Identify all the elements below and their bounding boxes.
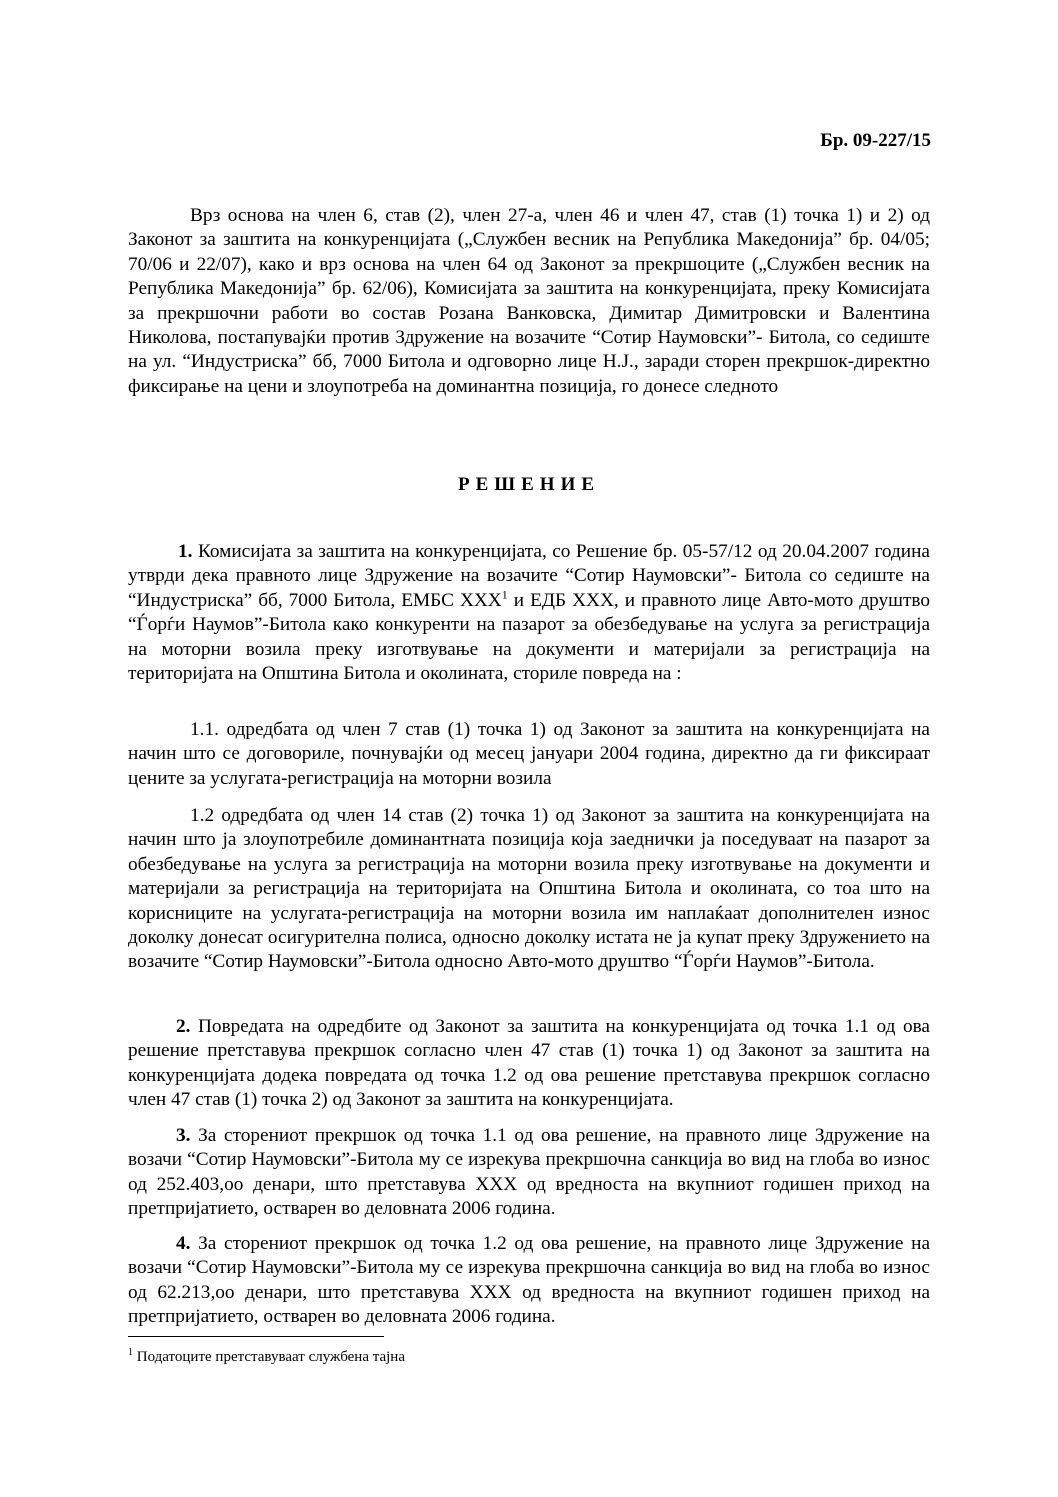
item-3-text: За сторениот прекршок од точка 1.1 од ова решение, на правното лице Здружение на возачи “Сотир Наумовски”-Битола му се изрекува прекршочна санкција во вид на глоба во износ од 252.403,оо денари, што претставува XXX од вредноста на вкупниот годишен приход на претпријатието, остварен во деловната 2006 година. xyxy=(128,1125,930,1220)
item-4-text: За сторениот прекршок од точка 1.2 од ова решение, на правното лице Здружение на возачи “Сотир Наумовски”-Битола му се изрекува прекршочна санкција во вид на глоба во износ од 62.213,оо денари, што претставува XXX од вредноста на вкупниот годишен приход на претпријатието, остварен во деловната 2006 година. xyxy=(128,1233,930,1328)
item-2-text: Повредата на одредбите од Законот за заштита на конкуренцијата од точка 1.1 од ова решение претставува прекршок согласно член 47 став (1) точка 1) од Законот за заштита на конкуренцијата додека повредата од точка 1.2 од ова решение претставува прекршок согласно член 47 став (1) точка 2) од Законот за заштита на конкуренцијата. xyxy=(128,1016,930,1111)
item-3-number: 3. xyxy=(176,1125,191,1146)
item-4-number: 4. xyxy=(176,1233,191,1254)
item-2-number: 2. xyxy=(176,1016,191,1037)
item-1-number: 1. xyxy=(178,541,193,562)
footnote xyxy=(128,1348,405,1366)
item-1-1-paragraph: 1.1. одредбата од член 7 став (1) точка 1) од Законот за заштита на конкуренцијата на начин што се договориле, почнувајќи од месец јануари 2004 година, директно да ги фиксираат цените за услугата-регистрација на моторни возила xyxy=(128,719,930,789)
item-3-paragraph xyxy=(128,1124,930,1222)
item-1-text-part-b: и ЕДБ XXX, и правното лице Авто-мото друштво “Ѓорѓи Наумов”-Битола како конкуренти на пазарот за обезбедување на услуга за регистрација на моторни возила преку изготвување на документи и материјали за регистрација на територијата на Општина Битола и околината, сториле повреда на : xyxy=(128,589,930,685)
footnote-marker: 1 xyxy=(128,1347,133,1358)
preamble-paragraph: Врз основа на член 6, став (2), член 27-а, член 46 и член 47, став (1) точка 1) и 2) од Законот за заштита на конкуренцијата („Службен весник на Република Македонија” бр. 04/05; 70/06 и 22/07), како и врз основа на член 64 од Законот за прекршоците („Службен весник на Република Македонија” бр. 62/06), Комисијата за заштита на конкуренцијата, преку Комисијата за прекршочни работи во состав Розана Ванковска, Димитар Димитровски и Валентина Николова, постапувајќи против Здружение на возачите “Сотир Наумовски”- Битола, со седиште на ул. “Индустриска” бб, 7000 Битола и одговорно лице Н.Ј., заради сторен прекршок-директно фиксирање на цени и злоупотреба на доминантна позиција, го донесе следното xyxy=(128,205,930,397)
item-1-2-paragraph: 1.2 одредбата од член 14 став (2) точка 1) од Законот за заштита на конкуренцијата на начин што ја злоупотребиле доминантната позиција која заеднички ја поседуваат на пазарот за обезбедување на услуга за регистрација на моторни возила преку изготвување на документи и материјали за регистрација на територијата на Општина Битола и околината, со тоа што на корисниците на услугата-регистрација на моторни возила им наплаќаат дополнителен износ доколку донесат осигурителна полиса, односно доколку истата не ја купат преку Здружението на возачите “Сотир Наумовски”-Битола односно Авто-мото друштво “Ѓорѓи Наумов”-Битола. xyxy=(128,805,930,973)
footnote-divider xyxy=(128,1336,384,1337)
document-number: Бр. 09-227/15 xyxy=(820,130,931,151)
item-1-paragraph xyxy=(128,540,930,686)
item-1-text-part-a: Комисијата за заштита на конкуренцијата, со Решение бр. 05-57/12 од 20.04.2007 година утврди дека правното лице Здружение на возачите “Сотир Наумовски”- Битола со седиште на “Индустриска” бб, 7000 Битола, ЕМБС XXX xyxy=(128,541,930,611)
footnote-reference: 1 xyxy=(501,587,508,602)
item-2-paragraph xyxy=(128,1015,930,1113)
item-4-paragraph xyxy=(128,1232,930,1330)
decision-title: РЕШЕНИЕ xyxy=(457,474,601,495)
footnote-text: Податоците претставуваат службена тајна xyxy=(133,1349,405,1365)
